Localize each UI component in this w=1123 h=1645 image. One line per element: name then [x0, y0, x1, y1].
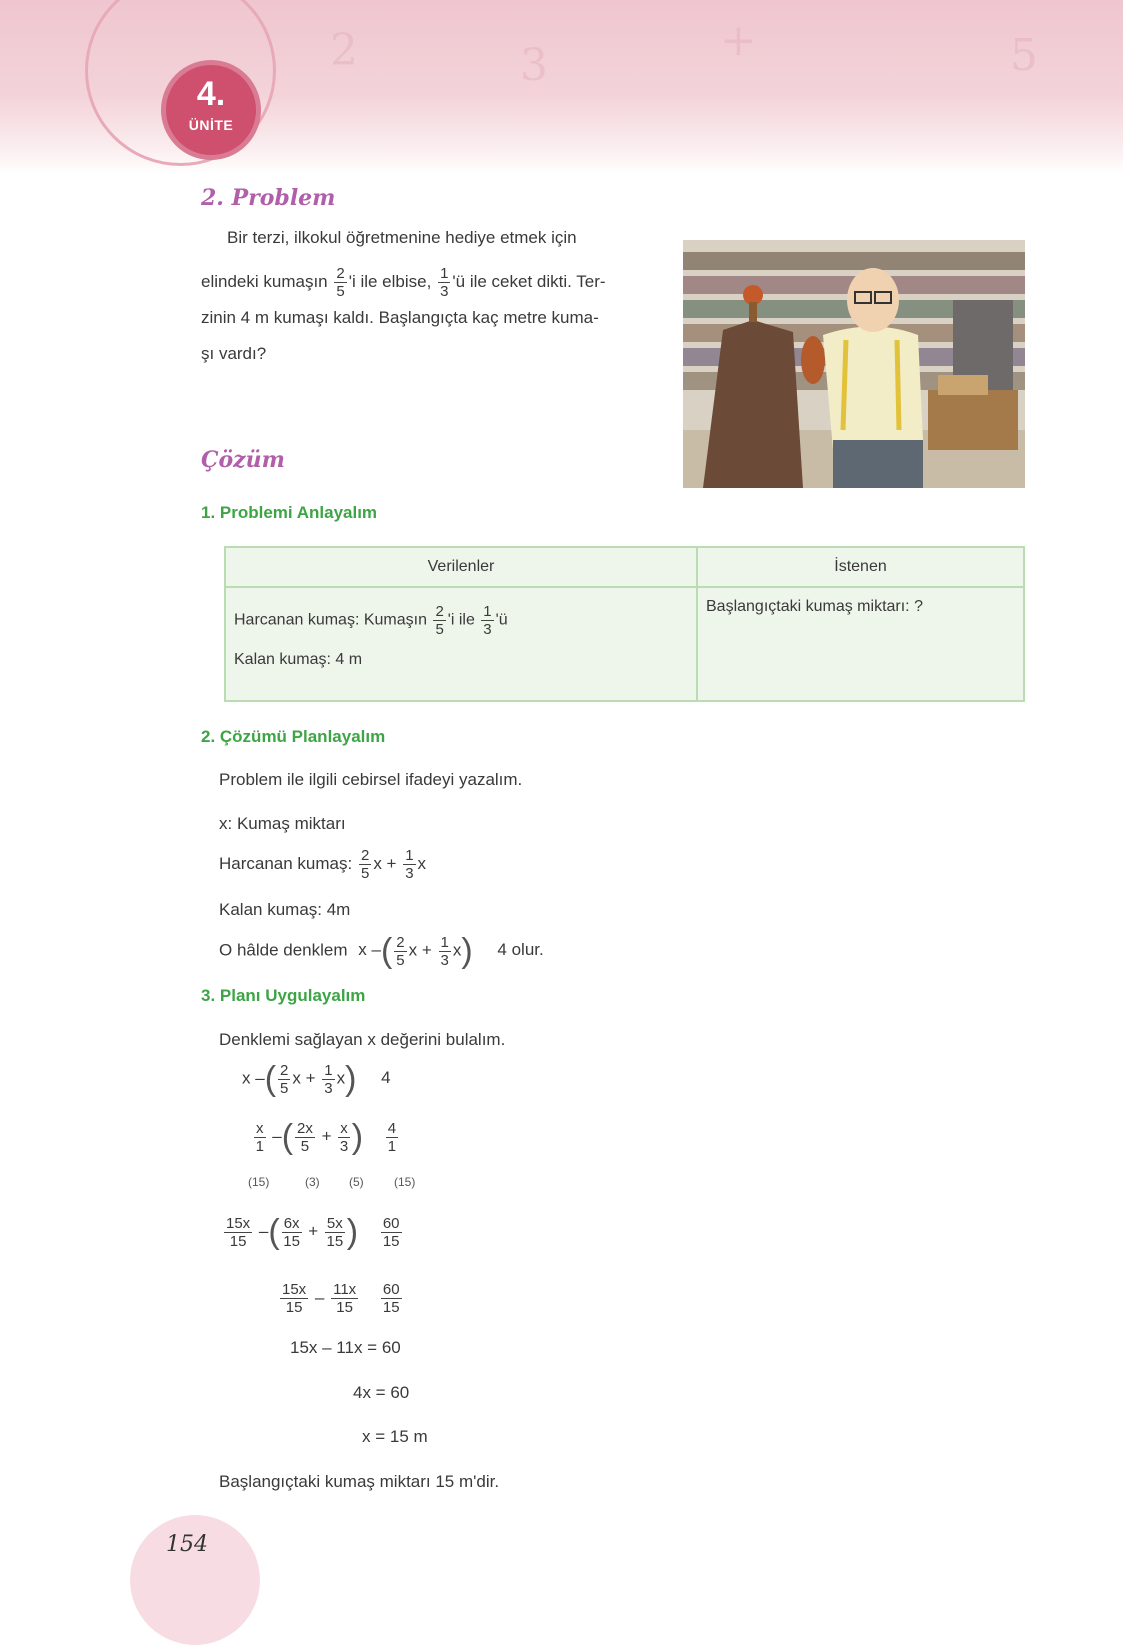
- fraction: $\frac{1}{3}$: [483, 603, 492, 638]
- step2-intro: Problem ile ilgili cebirsel ifadeyi yazalım.: [219, 770, 523, 789]
- conclusion: Başlangıçtaki kumaş miktarı 15 m'dir.: [219, 1472, 500, 1491]
- table-header-asked: İstenen: [697, 547, 1024, 587]
- unit-badge: [161, 60, 261, 160]
- multiplier: (3): [305, 1175, 320, 1189]
- step1-heading: 1. Problemi Anlayalım: [201, 503, 378, 522]
- spent-expression: Harcanan kumaş: $\frac{2}{5}$ x + $\frac{1}{3}$ x: [219, 847, 427, 882]
- problem-heading: 2. Problem: [201, 185, 336, 211]
- calc-line-2: $\frac{x}{1}$ –( $\frac{2x}{5}$ + $\frac{x}{3}$ ) $\frac{4}{1}$: [255, 1118, 397, 1156]
- problem-line: elindeki kumaşın: [201, 272, 328, 291]
- equation-line: O hâlde denklem x –( $\frac{2}{5}$ x + $\frac{1}{3}$ x) 4 olur.: [219, 932, 544, 970]
- multiplier: (15): [248, 1175, 270, 1189]
- step3-heading: 3. Planı Uygulayalım: [201, 986, 366, 1005]
- tailor-illustration: [683, 240, 1025, 488]
- page-number: 154: [166, 1532, 208, 1557]
- calc-line-4: $\frac{15x}{15}$ – $\frac{11x}{15}$ $\frac{60}{15}$: [282, 1281, 400, 1316]
- unit-label: ÜNİTE: [188, 117, 234, 133]
- solution-heading: Çözüm: [201, 447, 285, 473]
- calc-line-3: $\frac{15x}{15}$ –( $\frac{6x}{15}$ + $\frac{5x}{15}$ ) $\frac{60}{15}$: [226, 1213, 400, 1251]
- left-label: Kalan kumaş: 4m: [219, 900, 351, 919]
- problem-line: Bir terzi, ilkokul öğretmenine hediye etmek için: [227, 228, 577, 247]
- multiplier: (5): [349, 1175, 364, 1189]
- problem-line: zinin 4 m kumaşı kaldı. Başlangıçta kaç metre kuma-: [201, 308, 599, 327]
- multiplier: (15): [394, 1175, 416, 1189]
- given-table: [224, 546, 1025, 702]
- decor-digit: 5: [1010, 30, 1038, 81]
- spent-label: Harcanan kumaş:: [219, 853, 353, 873]
- calc-line-1: x –( $\frac{2}{5}$ x + $\frac{1}{3}$ x) 4: [242, 1060, 391, 1098]
- decor-digit: 2: [330, 25, 358, 76]
- calc-line-6: 4x = 60: [353, 1383, 410, 1402]
- fraction: $\frac{1}{3}$: [440, 265, 449, 301]
- fraction: $\frac{2}{5}$: [336, 265, 345, 301]
- decor-digit: +: [720, 15, 757, 66]
- given-spent: Harcanan kumaş: Kumaşın: [234, 611, 427, 629]
- given-cell: [225, 587, 697, 701]
- equation-prefix: O hâlde denklem: [219, 940, 348, 960]
- fraction: $\frac{2}{5}$: [435, 603, 444, 638]
- given-spent: 'ü: [495, 611, 508, 629]
- asked-cell: Başlangıçtaki kumaş miktarı: ?: [697, 587, 1024, 701]
- problem-text: [201, 218, 653, 374]
- problem-line: 'ü ile ceket dikti. Ter-: [452, 272, 606, 291]
- given-left: Kalan kumaş: 4 m: [234, 651, 363, 668]
- table-header-given: Verilenler: [225, 547, 697, 587]
- step3-intro: Denklemi sağlayan x değerini bulalım.: [219, 1030, 506, 1049]
- problem-line: 'i ile elbise,: [348, 272, 432, 291]
- step2-heading: 2. Çözümü Planlayalım: [201, 727, 386, 746]
- unit-number: 4.: [196, 75, 226, 113]
- calc-line-7: x = 15 m: [362, 1427, 428, 1446]
- given-spent: 'i ile: [447, 611, 475, 629]
- problem-line: şı vardı?: [201, 344, 267, 363]
- calc-line-5: 15x – 11x = 60: [290, 1338, 401, 1357]
- decor-digit: 3: [520, 40, 548, 91]
- equation-suffix: 4 olur.: [497, 940, 544, 960]
- variable-definition: x: Kumaş miktarı: [219, 814, 346, 833]
